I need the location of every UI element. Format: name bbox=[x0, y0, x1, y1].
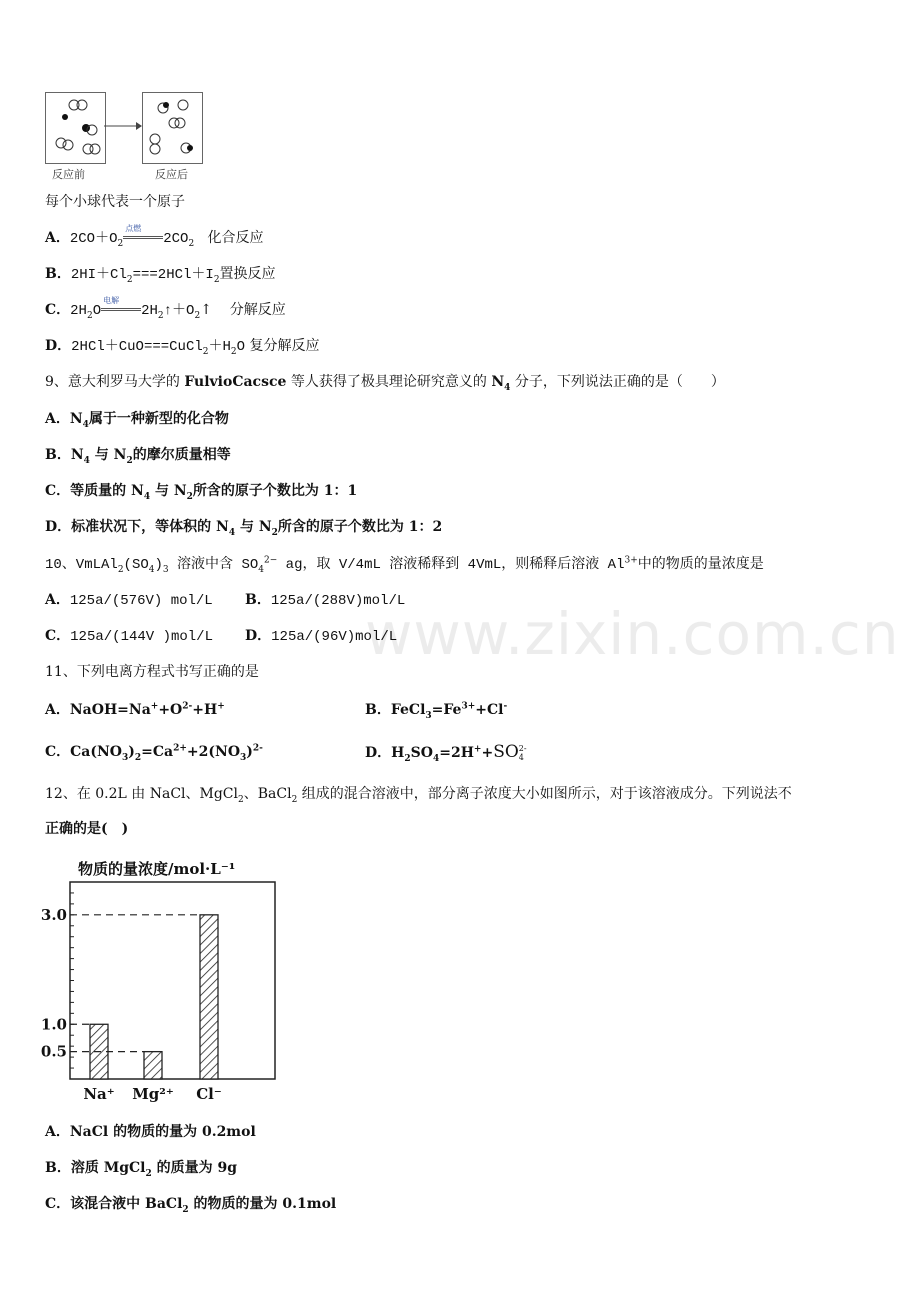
q11-option-b: B．$FeCl_3=Fe^{3+}+Cl^-$ bbox=[365, 701, 508, 721]
x-tick-label-1: Mg²⁺ bbox=[132, 1085, 174, 1103]
q12-option-c: C．该混合液中 BaCl$_2$ 的物质的量为 0.1mol bbox=[45, 1196, 337, 1215]
q8-option-a: A．$2CO+O_2$ 点燃 $2CO_2$ 化合反应 bbox=[45, 224, 264, 249]
q8-option-b: B．$2HI+Cl_2===2HCl+I_2$置换反应 bbox=[45, 266, 276, 285]
q10-option-d: D．125a/(96V)mol/L bbox=[245, 628, 398, 645]
q12-option-a: A．NaCl 的物质的量为 0.2mol bbox=[45, 1124, 256, 1140]
q9-option-b: B．$N_4$ 与 $N_2$的摩尔质量相等 bbox=[45, 447, 231, 466]
atoms-before-icon bbox=[46, 93, 105, 163]
q11-option-c: C．$Ca(NO_3)_2=Ca^{2+}+2(NO_3)^{2-}$ bbox=[45, 743, 263, 763]
y-tick-label-0: 3.0 bbox=[40, 905, 67, 924]
y-tick-label-1: 1.0 bbox=[40, 1015, 67, 1034]
q10-stem: 10、$VmLAl_2(SO_4)_3$ 溶液中含 $SO_4^{2-}$ ag，取 V/4mL 溶液稀释到 4VmL，则稀释后溶液 $Al^{3+}$中的物质的量浓度是 bbox=[45, 555, 764, 575]
q10-option-b: B．125a/(288V)mol/L bbox=[245, 592, 406, 609]
q8-option-d: D．$2HCl+CuO===CuCl_2+H_2O$ 复分解反应 bbox=[45, 338, 320, 357]
q11-option-d: D．$H_2SO_4=2H^++SO$ 2- 4 bbox=[365, 742, 527, 764]
bar-2 bbox=[200, 915, 218, 1079]
q10-option-c: C．125a/(144V )mol/L bbox=[45, 628, 213, 645]
q9-option-d: D．标准状况下，等体积的 $N_4$ 与 $N_2$所含的原子个数比为 1：2 bbox=[45, 519, 443, 538]
q12-stem-line2: 正确的是( ) bbox=[45, 821, 129, 837]
q8-option-c: C．$2H_2O$ 电解 $2H_2↑+O_2↑$ 分解反应 bbox=[45, 296, 286, 321]
q10-option-a: A．125a/(576V) mol/L bbox=[45, 592, 213, 609]
q9-stem: 9、意大利罗马大学的 FulvioCacsce 等人获得了极具理论研究意义的 $N_4$ 分子，下列说法正确的是（ ） bbox=[45, 374, 725, 393]
q9-option-c: C．等质量的 $N_4$ 与 $N_2$所含的原子个数比为 1：1 bbox=[45, 483, 358, 502]
concentration-chart bbox=[38, 852, 283, 1107]
watermark: www.zixin.com.cn bbox=[365, 600, 900, 668]
atoms-after-icon bbox=[143, 93, 202, 163]
chart-title: 物质的量浓度/mol·L⁻¹ bbox=[78, 860, 236, 878]
q11-stem: 11、下列电离方程式书写正确的是 bbox=[45, 664, 259, 680]
q9-option-a: A．$N_4$属于一种新型的化合物 bbox=[45, 411, 229, 430]
arrow-icon bbox=[104, 120, 142, 132]
q11-option-a: A．$NaOH=Na^++O^{2-}+H^+$ bbox=[45, 701, 225, 718]
before-box bbox=[45, 92, 106, 164]
bar-1 bbox=[144, 1052, 162, 1079]
q8-note: 每个小球代表一个原子 bbox=[45, 194, 185, 210]
y-tick-label-2: 0.5 bbox=[40, 1042, 67, 1061]
x-tick-label-2: Cl⁻ bbox=[196, 1085, 222, 1103]
q12-stem: 12、在 0.2L 由 NaCl、MgCl$_2$、BaCl$_2$ 组成的混合溶液中，部分离子浓度大小如图所示，对于该溶液成分。下列说法不 bbox=[45, 786, 792, 805]
before-label: 反应前 bbox=[52, 168, 85, 181]
after-box bbox=[142, 92, 203, 164]
x-tick-label-0: Na⁺ bbox=[83, 1085, 115, 1103]
after-label: 反应后 bbox=[155, 168, 188, 181]
q12-option-b: B．溶质 MgCl$_2$ 的质量为 9g bbox=[45, 1160, 238, 1179]
